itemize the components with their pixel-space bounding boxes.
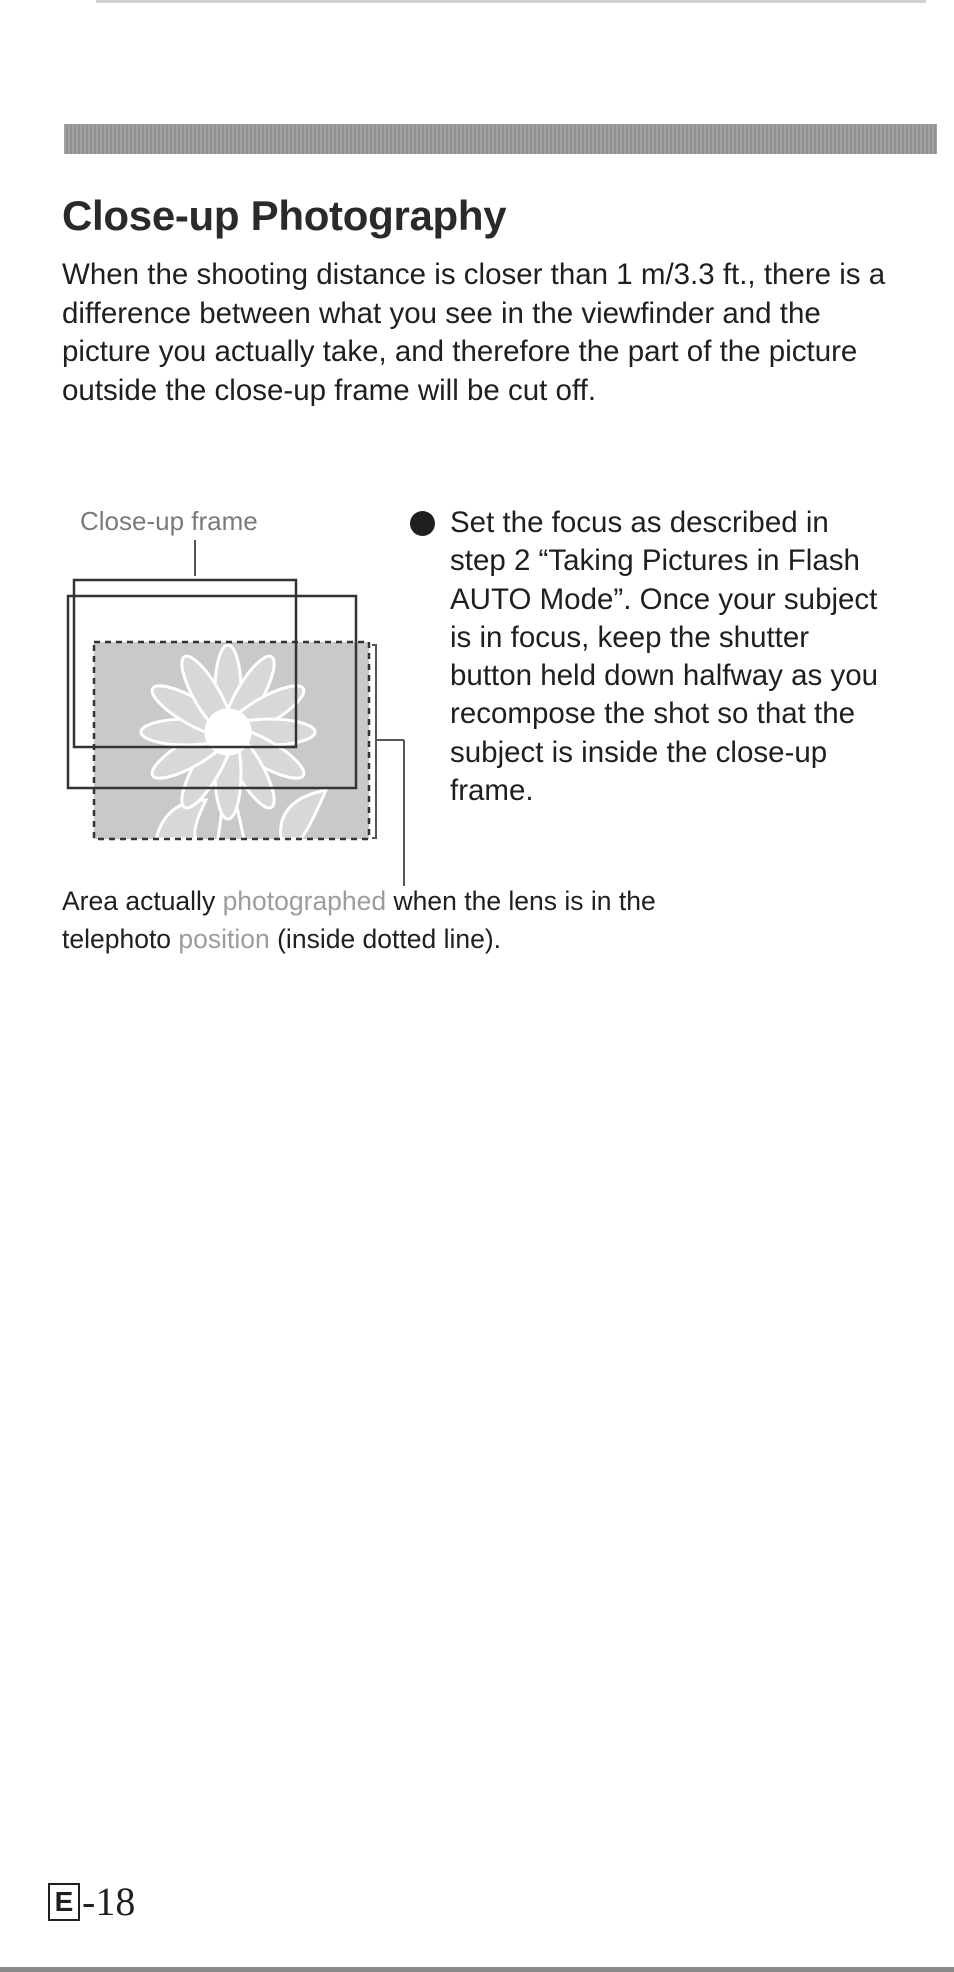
- intro-paragraph: When the shooting distance is closer than 1 m/3.3 ft., there is a difference between what you see in the viewfinder and the picture you actually take, and therefore the part of the picture outside the close-up frame will be cut off.: [62, 258, 886, 407]
- closeup-frame-label: Close-up frame: [80, 506, 258, 536]
- caption-text-3: (inside dotted line).: [269, 924, 502, 954]
- bottom-rule: [0, 1967, 954, 1972]
- bullet-dot-icon: [410, 511, 435, 536]
- dotted-area-bracket: [372, 645, 376, 838]
- page-letter-box: E: [48, 1883, 80, 1921]
- closeup-diagram-graphic: [56, 500, 416, 895]
- instruction-text: Set the focus as described in step 2 “Taking Pictures in Flash AUTO Mode”. Once your subject is in focus, keep the shutter button held down halfway as you recompose the shot so that the subject is inside the close-up frame.: [450, 506, 879, 808]
- closeup-diagram: [56, 500, 416, 895]
- caption-faint-1: photographed: [222, 886, 387, 916]
- top-rule: [96, 0, 926, 3]
- section-header-bar: [64, 124, 937, 154]
- page-number-text: -18: [82, 1879, 136, 1924]
- caption-faint-2: position: [178, 924, 270, 954]
- figure-caption: [62, 882, 682, 958]
- caption-text-1: Area actually: [62, 886, 223, 916]
- page-title: Close-up Photography: [62, 192, 507, 239]
- caption-text-2: when the lens is in the telephoto: [62, 886, 656, 954]
- page-number: [48, 1878, 135, 1925]
